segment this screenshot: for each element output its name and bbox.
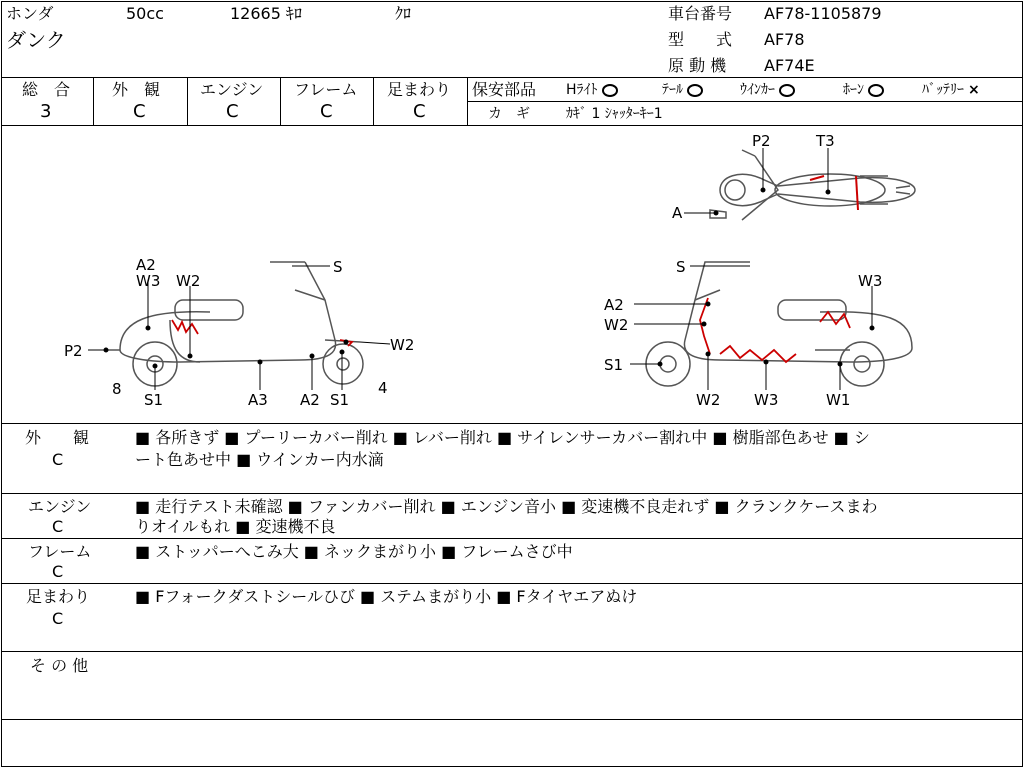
frame-no-label: 車台番号 bbox=[668, 4, 733, 23]
safety-item-horn bbox=[843, 80, 884, 100]
diagram-label: S bbox=[676, 258, 686, 276]
divider bbox=[1, 77, 1023, 78]
divider bbox=[467, 101, 1023, 102]
type-label: 型 式 bbox=[668, 30, 733, 49]
safety-item-winker bbox=[740, 80, 795, 100]
diagram-label: W1 bbox=[826, 391, 851, 409]
model-name: ダンク bbox=[6, 28, 66, 52]
divider bbox=[1, 423, 1023, 424]
diagram-label: S1 bbox=[604, 356, 624, 374]
safety-item-name: ﾊﾞｯﾃﾘｰ bbox=[922, 82, 964, 98]
key-label: カ ギ bbox=[488, 106, 530, 122]
diagram-label: W2 bbox=[390, 336, 415, 354]
displacement: 50cc bbox=[126, 4, 164, 23]
engine-grade-label: エンジン bbox=[200, 80, 264, 99]
diagram-label: W2 bbox=[696, 391, 721, 409]
divider bbox=[1, 719, 1023, 720]
overall-label: 総 合 bbox=[22, 80, 71, 99]
divider bbox=[1, 493, 1023, 494]
remark-frame-label: フレーム bbox=[28, 542, 92, 561]
circle-mark-icon bbox=[868, 84, 884, 97]
circle-mark-icon bbox=[779, 84, 795, 97]
diagram-label: W2 bbox=[176, 272, 201, 290]
diagram-label: T3 bbox=[816, 132, 835, 150]
divider bbox=[1, 583, 1023, 584]
diagram-label: S1 bbox=[144, 391, 164, 409]
diagram-label: W2 bbox=[604, 316, 629, 334]
cross-mark-icon: × bbox=[968, 82, 980, 98]
remark-suspension-line1: ■ Fフォークダストシールひび ■ ステムまがり小 ■ Fタイヤエアぬけ bbox=[135, 587, 638, 606]
divider bbox=[93, 77, 94, 125]
scooter-right-view-diagram bbox=[600, 250, 940, 415]
exterior-label: 外 観 bbox=[112, 80, 161, 99]
diagram-label: A2 bbox=[604, 296, 624, 314]
safety-item-battery bbox=[922, 80, 980, 100]
remark-frame-grade: C bbox=[52, 562, 64, 581]
diagram-label: A3 bbox=[248, 391, 268, 409]
divider bbox=[1, 125, 1023, 126]
frame-grade: C bbox=[320, 101, 333, 122]
mileage-value: 12665 bbox=[230, 4, 281, 23]
remark-engine-line2: りオイルもれ ■ 変速機不良 bbox=[135, 517, 336, 536]
safety-item-headlight bbox=[566, 80, 618, 100]
safety-item-name: ｳｲﾝｶｰ bbox=[740, 82, 775, 98]
remark-engine-label: エンジン bbox=[28, 497, 92, 516]
divider bbox=[1, 538, 1023, 539]
frame-no: AF78-1105879 bbox=[764, 4, 882, 23]
engine-grade: C bbox=[226, 101, 239, 122]
divider bbox=[280, 77, 281, 125]
remark-engine-line1: ■ 走行テスト未確認 ■ ファンカバー削れ ■ エンジン音小 ■ 変速機不良走れず ■ クランクケースまわ bbox=[135, 497, 878, 516]
exterior-grade: C bbox=[133, 101, 146, 122]
remark-exterior-grade: C bbox=[52, 450, 64, 469]
mileage-unit: ｷﾛ bbox=[286, 4, 303, 23]
remark-suspension-grade: C bbox=[52, 609, 64, 628]
diagram-label: W3 bbox=[858, 272, 883, 290]
mileage bbox=[230, 4, 302, 24]
diagram-label: A bbox=[672, 204, 683, 222]
color: ｸﾛ bbox=[395, 4, 412, 23]
diagram-label: W3 bbox=[136, 272, 161, 290]
remark-exterior-label: 外 観 bbox=[25, 428, 90, 447]
divider bbox=[1, 651, 1023, 652]
safety-item-name: Hﾗｲﾄ bbox=[566, 82, 598, 98]
diagram-label: P2 bbox=[64, 342, 83, 360]
diagram-label: S bbox=[333, 258, 343, 276]
suspension-grade: C bbox=[413, 101, 426, 122]
engine-label: 原 動 機 bbox=[668, 56, 727, 75]
diagram-label: P2 bbox=[752, 132, 771, 150]
remark-other-label: そ の 他 bbox=[30, 656, 89, 675]
safety-item-name: ﾎｰﾝ bbox=[843, 82, 864, 98]
engine-value: AF74E bbox=[764, 56, 815, 75]
remark-exterior-line2: ート色あせ中 ■ ウインカー内水滴 bbox=[135, 450, 384, 469]
frame-grade-label: フレーム bbox=[294, 80, 358, 99]
diagram-label: 8 bbox=[112, 380, 122, 398]
diagram-label: A2 bbox=[300, 391, 320, 409]
scooter-left-view-diagram bbox=[60, 250, 420, 415]
suspension-grade-label: 足まわり bbox=[387, 80, 452, 99]
divider bbox=[187, 77, 188, 125]
diagram-label: S1 bbox=[330, 391, 350, 409]
diagram-label: 4 bbox=[378, 379, 388, 397]
circle-mark-icon bbox=[687, 84, 703, 97]
overall-grade: 3 bbox=[40, 101, 52, 122]
safety-item-name: ﾃｰﾙ bbox=[662, 82, 683, 98]
diagram-label: W3 bbox=[754, 391, 779, 409]
scooter-top-view-diagram bbox=[660, 128, 940, 240]
safety-label: 保安部品 bbox=[472, 80, 537, 99]
safety-item-tail bbox=[662, 80, 703, 100]
remark-suspension-label: 足まわり bbox=[26, 587, 91, 606]
remark-exterior-line1: ■ 各所きず ■ プーリーカバー削れ ■ レバー削れ ■ サイレンサーカバー割れ中 ■ 樹脂部色あせ ■ シ bbox=[135, 428, 870, 447]
type-value: AF78 bbox=[764, 30, 805, 49]
remark-engine-grade: C bbox=[52, 517, 64, 536]
remark-frame-line1: ■ ストッパーへこみ大 ■ ネックまがり小 ■ フレームさび中 bbox=[135, 542, 573, 561]
diagram-label: A2 bbox=[136, 256, 156, 274]
divider bbox=[373, 77, 374, 125]
key-value: ｶｷﾞ 1 ｼｬｯﾀｰｷｰ1 bbox=[566, 106, 663, 122]
maker: ホンダ bbox=[6, 4, 54, 23]
circle-mark-icon bbox=[602, 84, 618, 97]
